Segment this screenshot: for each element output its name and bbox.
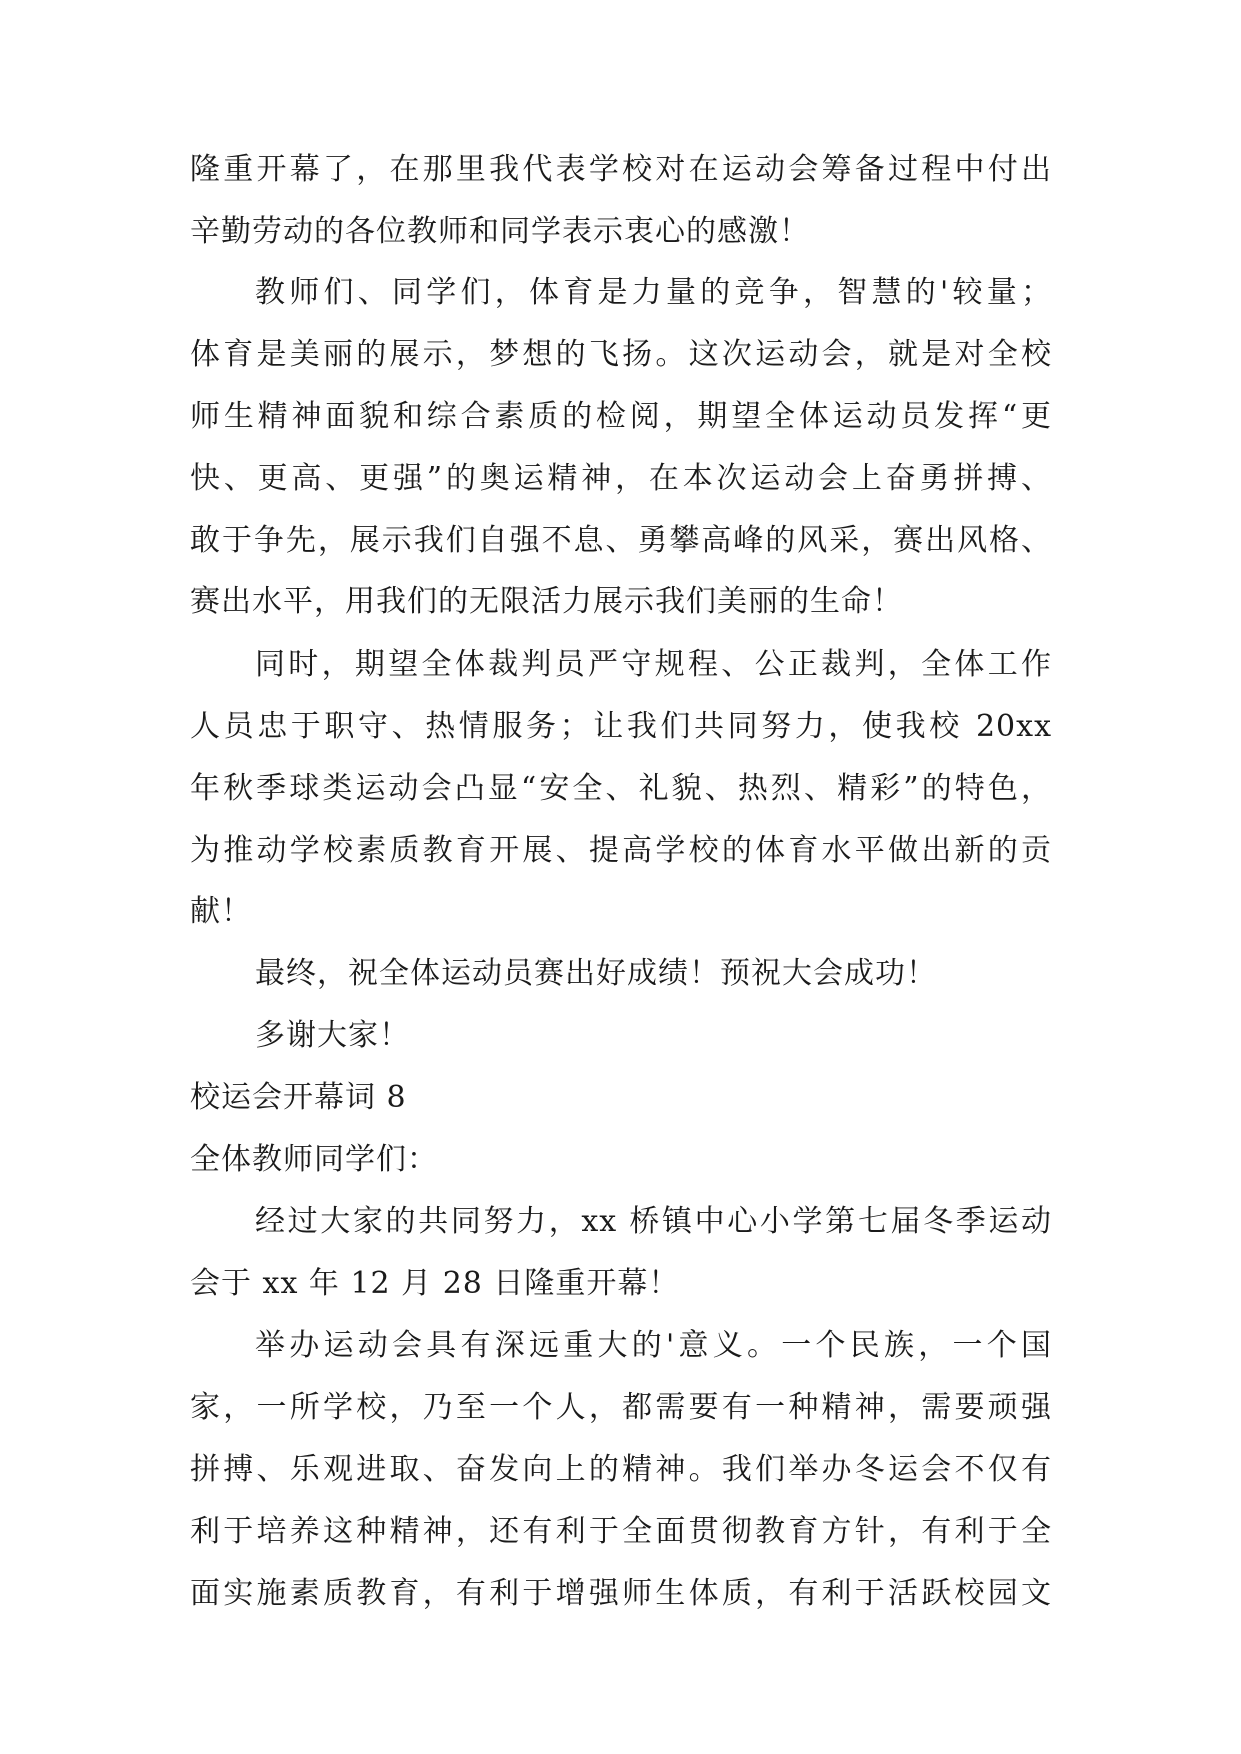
paragraph-line: 举办运动会具有深远重大的'意义。一个民族，一个国 <box>255 1328 1052 1363</box>
paragraph-line: 家，一所学校，乃至一个人，都需要有一种精神，需要顽强 <box>190 1390 1052 1425</box>
paragraph-line: 快、更高、更强”的奥运精神，在本次运动会上奋勇拼搏、 <box>190 461 1052 496</box>
section-heading: 校运会开幕词 8 <box>190 1080 407 1115</box>
paragraph-line: 利于培养这种精神，还有利于全面贯彻教育方针，有利于全 <box>190 1514 1052 1549</box>
paragraph-line: 体育是美丽的展示，梦想的飞扬。这次运动会，就是对全校 <box>190 337 1052 372</box>
paragraph-line: 教师们、同学们，体育是力量的竞争，智慧的'较量； <box>255 275 1052 310</box>
paragraph-line: 多谢大家！ <box>255 1018 410 1053</box>
paragraph-line: 师生精神面貌和综合素质的检阅，期望全体运动员发挥“更 <box>190 399 1052 434</box>
paragraph-line: 年秋季球类运动会凸显“安全、礼貌、热烈、精彩”的特色， <box>190 771 1052 806</box>
paragraph-line: 辛勤劳动的各位教师和同学表示衷心的感激！ <box>190 214 810 249</box>
paragraph-line: 献！ <box>190 894 252 929</box>
paragraph-line: 最终，祝全体运动员赛出好成绩！预祝大会成功！ <box>255 956 937 991</box>
paragraph-line: 为推动学校素质教育开展、提高学校的体育水平做出新的贡 <box>190 833 1052 868</box>
paragraph-line: 经过大家的共同努力，xx 桥镇中心小学第七届冬季运动 <box>255 1204 1052 1239</box>
paragraph-line: 同时，期望全体裁判员严守规程、公正裁判，全体工作 <box>255 647 1052 682</box>
salutation: 全体教师同学们： <box>190 1142 438 1177</box>
paragraph-line: 拼搏、乐观进取、奋发向上的精神。我们举办冬运会不仅有 <box>190 1452 1052 1487</box>
paragraph-line: 会于 xx 年 12 月 28 日隆重开幕！ <box>190 1266 680 1301</box>
paragraph-line: 敢于争先，展示我们自强不息、勇攀高峰的风采，赛出风格、 <box>190 523 1052 558</box>
paragraph-line: 赛出水平，用我们的无限活力展示我们美丽的生命！ <box>190 584 903 619</box>
paragraph-line: 人员忠于职守、热情服务；让我们共同努力，使我校 20xx <box>190 709 1052 744</box>
paragraph-line: 隆重开幕了，在那里我代表学校对在运动会筹备过程中付出 <box>190 152 1052 187</box>
paragraph-line: 面实施素质教育，有利于增强师生体质，有利于活跃校园文 <box>190 1576 1052 1611</box>
